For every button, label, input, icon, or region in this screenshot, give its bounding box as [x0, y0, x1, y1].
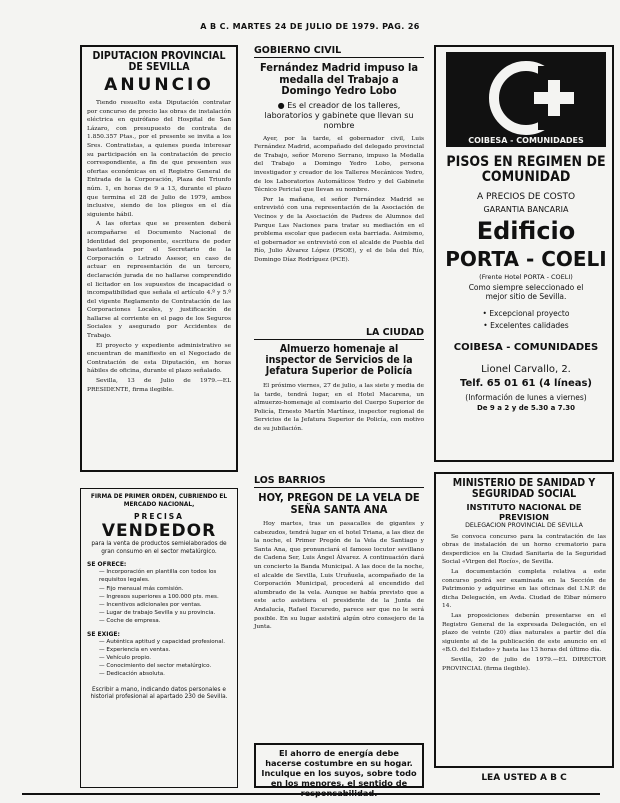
ciudad-section	[254, 327, 424, 462]
vendedor-title: VENDEDOR	[101, 521, 217, 541]
ministerio-signature: Sevilla, 20 de julio de 1979.—EL DIRECTOR PROVINCIAL (firma ilegible).	[442, 656, 606, 672]
vendedor-requires-label: SE EXIGE:	[87, 630, 120, 638]
diputacion-paragraph: Tiendo resuelto esta Diputación contratar por concurso de precio las obras de instalación eléctrica en quirófano del Hospital de San Lázaro, con presupuesto de contrata de 1.850.357 Ptas., por el presente se invita a los Sres. Contratistas, a quienes pueda interesar su participación en la contratación de precio correspondiente, a fin de que presenten sus ofertas económicas en el Registro General de Entrada de la Corporación, Plaza del Triunfo núm. 1, en horas de 9 a 13, durante el plazo que termina el 28 de Julio de 1979, ambos inclusive, siendo de los pliegos en el día siguiente hábil.	[87, 100, 231, 218]
vendedor-footer: Escribir a mano, indicando datos personales e historial profesional al apartado 230 de Sevilla.	[90, 686, 228, 701]
ministerio-instituto: INSTITUTO NACIONAL DE PREVISION	[466, 502, 582, 522]
energy-box	[254, 743, 424, 798]
coibesa-como: Como siempre seleccionado el mejor sitio de Sevilla.	[468, 283, 584, 301]
section-la-ciudad: LA CIUDAD	[254, 327, 424, 340]
coibesa-ad	[434, 45, 614, 462]
ministerio-paragraph: La documentación completa relativa a este concurso podrá ser examinada en la Sección de Patrimonio y adquirirse en las oficinas del I.N.P. de dicha Delegación, en Avda. Ciudad de Eibar número 14.	[442, 569, 606, 610]
list-item: — Ingresos superiores a 100.000 pts. mes.	[99, 593, 231, 601]
vendedor-offers-list	[87, 568, 231, 625]
list-item: — Lugar de trabajo Sevilla y su provincia.	[99, 609, 231, 617]
coibesa-logo	[446, 52, 606, 147]
barrios-section	[254, 475, 424, 737]
list-item: — Vehículo propio.	[99, 654, 231, 662]
diputacion-anuncio: ANUNCIO	[104, 75, 214, 96]
vendedor-intro: FIRMA DE PRIMER ORDEN, CUBRIENDO EL MERCADO NACIONAL,	[90, 494, 228, 508]
list-item: — Conocimiento del sector metalúrgico.	[99, 662, 231, 670]
energy-text: El ahorro de energía debe hacerse costumbre en su hogar. Inculque en los suyos, sobre todo en los menores, el sentido de responsabilidad.	[261, 748, 417, 798]
coibesa-calidades: • Excelentes calidades	[483, 321, 569, 330]
list-item: — Auténtica aptitud y capacidad profesional.	[99, 638, 231, 646]
lea-abc: LEA USTED A B C	[481, 773, 567, 783]
list-item: — Experiencia en ventas.	[99, 646, 231, 654]
gobierno-bullet	[254, 101, 424, 131]
list-item: — Coche de empresa.	[99, 617, 231, 625]
coibesa-logo-icon	[446, 52, 606, 147]
section-gobierno-civil: GOBIERNO CIVIL	[254, 45, 424, 58]
list-item: — Incorporación en plantilla con todos los requisitos legales.	[99, 568, 231, 584]
diputacion-paragraph: El proyecto y expediente administrativo se encuentran de manifiesto en el Negociado de Contratación de esta Diputación, en horas hábiles de oficina, durante el plazo señalado.	[87, 342, 231, 375]
bullet-icon: ●	[277, 100, 288, 110]
ciudad-paragraph: El próximo viernes, 27 de julio, a las siete y media de la tarde, tendrá lugar, en el Hotel Macarena, un almuerzo-homenaje al comisario del Cuerpo Superior de Policía, Ernesto Martín Martínez, inspector regional de Servicios de la Jefatura Superior de Policía, con motivo de su jubilación.	[254, 383, 424, 433]
vendedor-precisa: PRECISA	[134, 512, 184, 521]
section-los-barrios: LOS BARRIOS	[254, 475, 424, 488]
diputacion-paragraph: A las ofertas que se presenten deberá acompañarse el Documento Nacional de Identidad del proponente, escritura de poder bastanteada por el Secretario de la Corporación o Letrado Asesor, en caso de actuar en representación de un tercero, declaración jurada de no hallarse comprendido el licitador en los supuestos de incapacidad o incompatibilidad que señala el artículo 4.º y 5.º del vigente Reglamento de Contratación de las Corporaciones Locales, y justificación de hallarse al corriente en el pago de los Seguros Sociales y asegurado por Accidentes de Trabajo.	[87, 221, 231, 340]
coibesa-porta: PORTA - COELI	[445, 247, 607, 271]
gobierno-bullet-text: Es el creador de los talleres, laboratorios y gabinete que llevan su nombre	[264, 100, 414, 130]
ciudad-headline: Almuerzo homenaje al inspector de Servicios de la Jefatura Superior de Policía	[265, 343, 413, 378]
ministerio-title: MINISTERIO DE SANIDAD Y SEGURIDAD SOCIAL	[452, 477, 596, 501]
list-item: — Fijo mensual más comisión.	[99, 585, 231, 593]
coibesa-logo-label: COIBESA - COMUNIDADES	[468, 136, 584, 145]
bottom-rule	[22, 793, 600, 795]
diputacion-ad	[80, 45, 238, 472]
coibesa-label2: COIBESA - COMUNIDADES	[453, 342, 599, 353]
coibesa-telefono: Telf. 65 01 61 (4 líneas)	[459, 378, 593, 389]
vendedor-offers-label: SE OFRECE:	[87, 561, 127, 569]
ministerio-delegacion: DELEGACION PROVINCIAL DE SEVILLA	[465, 522, 583, 530]
coibesa-garantia: GARANTIA BANCARIA	[483, 205, 569, 214]
barrios-headline: HOY, PREGON DE LA VELA DE SEÑA SANTA ANA	[258, 491, 420, 516]
vendedor-ad	[80, 488, 238, 788]
coibesa-excepcional: • Excepcional proyecto	[482, 309, 570, 318]
ministerio-paragraph: Las proposiciones deberán presentarse en el Registro General de la expresada Delegación, en el plazo de veinte (20) días naturales a partir del día siguiente al de la publicación de este anuncio en el «B.O. del Estado» y hasta las 13 horas del último día.	[442, 612, 606, 654]
gobierno-paragraph: Ayer, por la tarde, el gobernador civil, Luis Fernández Madrid, acompañado del delegado provincial de Trabajo, señor Moreno Serrano, impuso la Medalla del Trabajo a Domingo Yedro Lobo, persona investigador y creador de los Talleres Mecánicos Yedro, de los Laboratorios Automáticos Yedro y del Gabinete Técnico Pericial que llevan su nombre.	[254, 135, 424, 194]
coibesa-hotel: (Frente Hotel PORTA - COELI)	[479, 273, 573, 281]
gobierno-paragraph: Por la mañana, el señor Fernández Madrid se entrevistó con una representación de la Asociación de Vecinos y de la Asociación de Padres de Alumnos del Parque Las Naciones para tratar su mediación en el problema escolar que padecen esta barriada. Asimismo, el gobernador se entrevistó con el alcalde de Puebla del Río, Julio Álvarez López (PSOE), y el de Isla del Río, Domingo Díaz Rodríguez (PCE).	[254, 196, 424, 263]
page-header: A B C. MARTES 24 DE JULIO DE 1979. PAG. 26	[200, 22, 420, 31]
list-item: — Dedicación absoluta.	[99, 670, 231, 678]
coibesa-edificio: Edificio	[476, 217, 576, 245]
ministerio-paragraph: Se convoca concurso para la contratación de las obras de instalación de un horno crematorio para desperdicios en la Ciudad Sanitaria de la Seguridad Social «Virgen del Rocío», de Sevilla.	[442, 533, 606, 566]
gobierno-headline: Fernández Madrid impuso la medalla del Trabajo a Domingo Yedro Lobo	[259, 61, 419, 98]
ministerio-ad	[434, 472, 614, 768]
diputacion-title: DIPUTACION PROVINCIAL DE SEVILLA	[92, 50, 226, 74]
coibesa-horario: De 9 a 2 y de 5.30 a 7.30	[476, 404, 576, 412]
coibesa-precios: A PRECIOS DE COSTO	[476, 192, 576, 202]
barrios-paragraph: Hoy martes, tras un pasacalles de gigantes y cabezudos, tendrá lugar en el hotel Triana, a las diez de la noche, el Primer Pregón de la Vela de Santiago y Santa Ana, que pronunciará el famoso locutor sevillano de Cadena Ser, Luis Ángel Álvarez. A continuación dará un concierto la Banda Municipal. A las doce de la noche, el alcalde de Sevilla, Luis Uruñuela, acompañado de la Corporación Municipal, procederá al encendido del alumbrado de la vela. Aunque se había previsto que a este acto asistiera el presidente de la Junta de Andalucía, Rafael Escuredo, parece ser que no le será posible. En su lugar asistirá algún otro consejero de la Junta.	[254, 521, 424, 631]
coibesa-pisos: PISOS EN REGIMEN DE COMUNIDAD	[446, 154, 606, 185]
diputacion-signature: Sevilla, 13 de Julio de 1979.—EL PRESIDENTE, firma ilegible.	[87, 378, 231, 393]
list-item: — Incentivos adicionales por ventas.	[99, 601, 231, 609]
vendedor-subtitle: para la venta de productos semielaborados de gran consumo en el sector metalúrgico.	[91, 541, 227, 555]
vendedor-requires-list	[87, 638, 231, 679]
coibesa-direccion: Lionel Carvallo, 2.	[481, 364, 571, 375]
coibesa-info: (Información de lunes a viernes)	[465, 393, 587, 402]
